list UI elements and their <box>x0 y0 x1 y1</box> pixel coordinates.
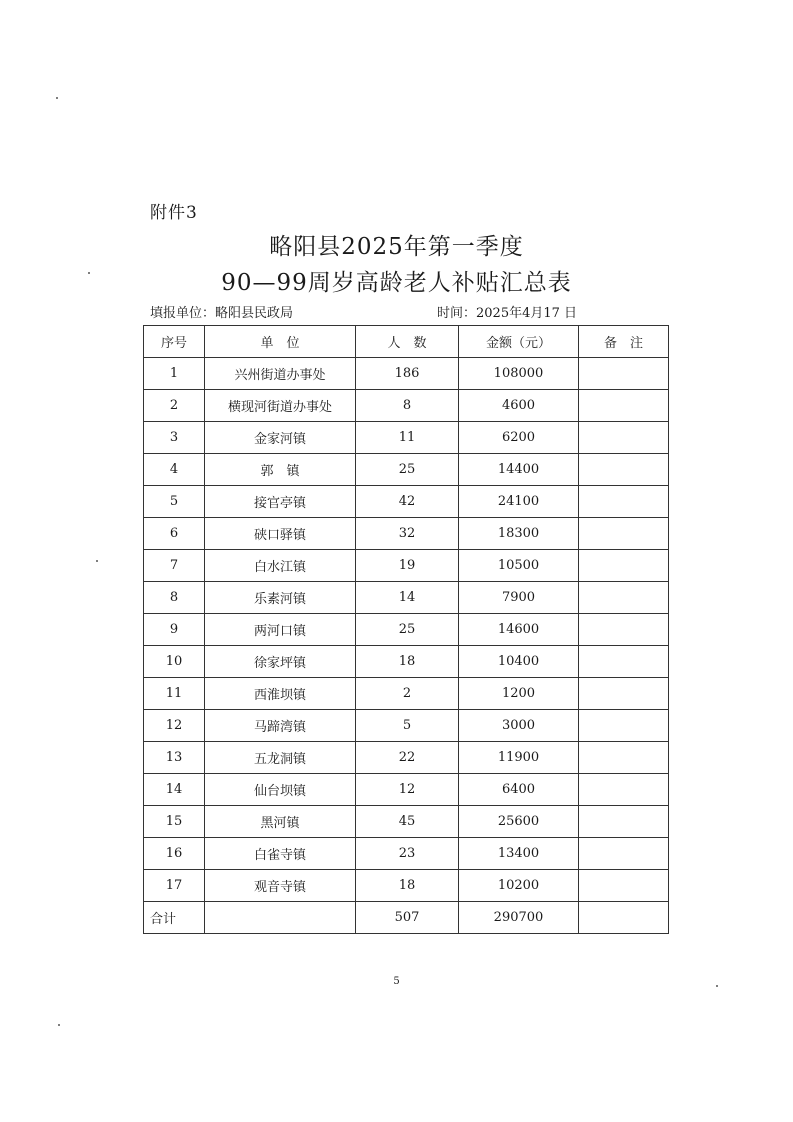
row-count: 25 <box>356 454 459 486</box>
row-amount: 25600 <box>459 806 579 838</box>
table-row <box>144 390 669 422</box>
table-row <box>144 678 669 710</box>
row-amount: 14400 <box>459 454 579 486</box>
row-unit: 五龙洞镇 <box>205 742 356 774</box>
row-no: 15 <box>144 806 205 838</box>
row-note <box>579 390 669 422</box>
header-note: 备 注 <box>579 326 669 358</box>
row-no: 2 <box>144 390 205 422</box>
row-count: 11 <box>356 422 459 454</box>
row-no: 1 <box>144 358 205 390</box>
table-row <box>144 774 669 806</box>
row-no: 4 <box>144 454 205 486</box>
table-row <box>144 550 669 582</box>
row-unit: 仙台坝镇 <box>205 774 356 806</box>
row-amount: 3000 <box>459 710 579 742</box>
page-number: 5 <box>393 976 400 987</box>
header-no: 序号 <box>144 326 205 358</box>
row-unit: 黑河镇 <box>205 806 356 838</box>
scan-speck <box>58 1024 60 1026</box>
row-amount: 24100 <box>459 486 579 518</box>
row-note <box>579 486 669 518</box>
attachment-label: 附件3 <box>150 203 198 223</box>
row-count: 42 <box>356 486 459 518</box>
row-unit: 马蹄湾镇 <box>205 710 356 742</box>
row-count: 18 <box>356 646 459 678</box>
row-amount: 7900 <box>459 582 579 614</box>
row-count: 23 <box>356 838 459 870</box>
row-note <box>579 358 669 390</box>
row-note <box>579 742 669 774</box>
row-unit: 白水江镇 <box>205 550 356 582</box>
row-no: 8 <box>144 582 205 614</box>
row-amount: 18300 <box>459 518 579 550</box>
row-note <box>579 710 669 742</box>
row-no: 3 <box>144 422 205 454</box>
row-note <box>579 838 669 870</box>
table-row <box>144 582 669 614</box>
total-note <box>579 902 669 934</box>
row-unit: 横现河街道办事处 <box>205 390 356 422</box>
row-amount: 10400 <box>459 646 579 678</box>
table-row <box>144 870 669 902</box>
row-note <box>579 550 669 582</box>
table-header-row <box>144 326 669 358</box>
total-label: 合计 <box>144 902 205 934</box>
row-unit: 硖口驿镇 <box>205 518 356 550</box>
row-count: 22 <box>356 742 459 774</box>
row-note <box>579 422 669 454</box>
row-no: 9 <box>144 614 205 646</box>
row-note <box>579 454 669 486</box>
row-count: 45 <box>356 806 459 838</box>
row-no: 5 <box>144 486 205 518</box>
row-unit: 观音寺镇 <box>205 870 356 902</box>
row-count: 8 <box>356 390 459 422</box>
row-unit: 两河口镇 <box>205 614 356 646</box>
row-no: 6 <box>144 518 205 550</box>
row-note <box>579 518 669 550</box>
document-title-line2: 90—99周岁高龄老人补贴汇总表 <box>221 270 572 296</box>
row-note <box>579 678 669 710</box>
document-title-line1: 略阳县2025年第一季度 <box>269 234 524 260</box>
row-no: 11 <box>144 678 205 710</box>
row-amount: 10500 <box>459 550 579 582</box>
row-unit: 金家河镇 <box>205 422 356 454</box>
total-row <box>144 902 669 934</box>
table-row <box>144 742 669 774</box>
table-row <box>144 358 669 390</box>
row-unit: 乐素河镇 <box>205 582 356 614</box>
row-no: 12 <box>144 710 205 742</box>
header-amount: 金额（元） <box>459 326 579 358</box>
row-note <box>579 582 669 614</box>
row-count: 186 <box>356 358 459 390</box>
table-row <box>144 422 669 454</box>
row-count: 5 <box>356 710 459 742</box>
row-no: 10 <box>144 646 205 678</box>
table-row <box>144 806 669 838</box>
row-amount: 108000 <box>459 358 579 390</box>
row-no: 16 <box>144 838 205 870</box>
row-note <box>579 870 669 902</box>
row-note <box>579 774 669 806</box>
table-body <box>144 358 669 902</box>
row-no: 17 <box>144 870 205 902</box>
table-row <box>144 486 669 518</box>
row-amount: 1200 <box>459 678 579 710</box>
row-unit: 接官亭镇 <box>205 486 356 518</box>
row-count: 14 <box>356 582 459 614</box>
row-amount: 14600 <box>459 614 579 646</box>
table-row <box>144 614 669 646</box>
header-count: 人 数 <box>356 326 459 358</box>
table-row <box>144 646 669 678</box>
fill-unit-label: 填报单位：略阳县民政局 <box>150 306 294 321</box>
total-count: 507 <box>356 902 459 934</box>
total-unit <box>205 902 356 934</box>
row-unit: 西淮坝镇 <box>205 678 356 710</box>
fill-time-label: 时间：2025年4月17 日 <box>437 306 578 321</box>
row-count: 2 <box>356 678 459 710</box>
row-unit: 兴州街道办事处 <box>205 358 356 390</box>
table-row <box>144 710 669 742</box>
scan-speck <box>56 97 58 99</box>
row-amount: 10200 <box>459 870 579 902</box>
row-amount: 11900 <box>459 742 579 774</box>
row-amount: 6400 <box>459 774 579 806</box>
row-count: 19 <box>356 550 459 582</box>
row-no: 14 <box>144 774 205 806</box>
row-count: 12 <box>356 774 459 806</box>
row-amount: 13400 <box>459 838 579 870</box>
row-unit: 徐家坪镇 <box>205 646 356 678</box>
subsidy-summary-table <box>143 325 669 934</box>
row-note <box>579 806 669 838</box>
header-unit: 单 位 <box>205 326 356 358</box>
scan-speck <box>96 560 98 562</box>
row-note <box>579 646 669 678</box>
row-count: 25 <box>356 614 459 646</box>
table-row <box>144 454 669 486</box>
row-no: 7 <box>144 550 205 582</box>
row-amount: 6200 <box>459 422 579 454</box>
row-count: 32 <box>356 518 459 550</box>
row-amount: 4600 <box>459 390 579 422</box>
row-unit: 白雀寺镇 <box>205 838 356 870</box>
row-unit: 郭 镇 <box>205 454 356 486</box>
row-count: 18 <box>356 870 459 902</box>
row-no: 13 <box>144 742 205 774</box>
total-amount: 290700 <box>459 902 579 934</box>
row-note <box>579 614 669 646</box>
table-row <box>144 518 669 550</box>
table-row <box>144 838 669 870</box>
